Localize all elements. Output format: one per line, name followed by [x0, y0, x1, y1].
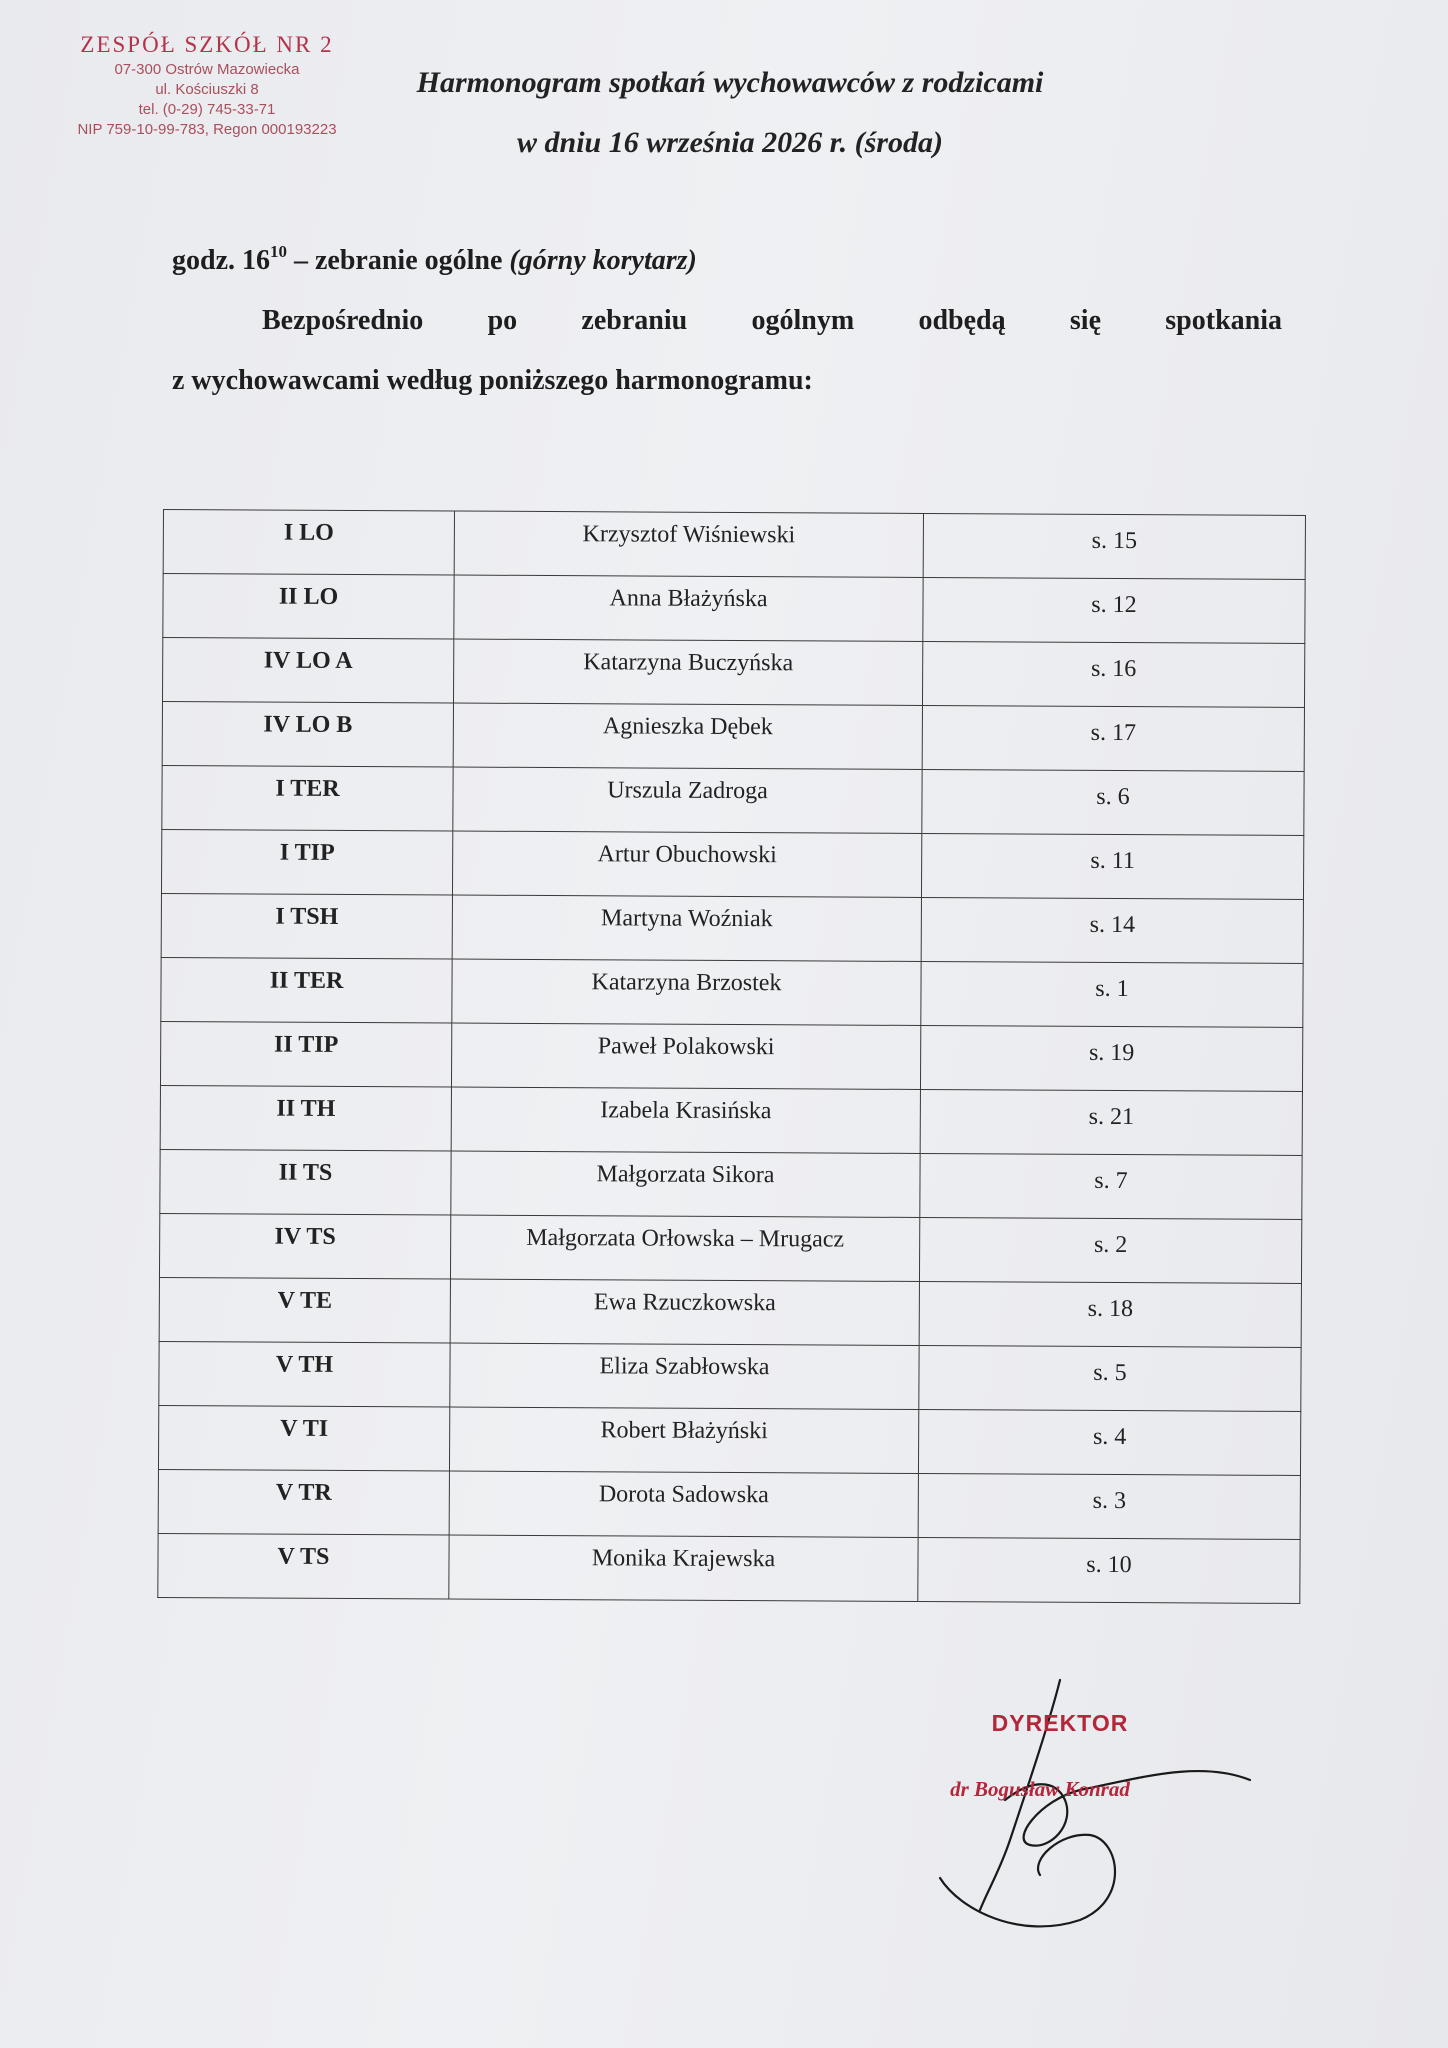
intro-word: się [1069, 305, 1101, 336]
intro-word: spotkania [1165, 305, 1282, 336]
schedule-row [159, 1277, 1301, 1347]
room-number-cell: s. 14 [921, 897, 1303, 963]
room-number-cell: s. 19 [920, 1025, 1302, 1091]
class-name-cell: V TH [159, 1341, 450, 1407]
schedule-row [163, 574, 1305, 644]
stamp-school-name: ZESPÓŁ SZKÓŁ NR 2 [80, 32, 334, 57]
intro-word: zebraniu [581, 305, 688, 336]
class-name-cell: I TSH [161, 893, 452, 959]
class-name-cell: II LO [163, 574, 454, 640]
class-name-cell: V TE [159, 1277, 450, 1343]
room-number-cell: s. 18 [919, 1281, 1301, 1347]
teacher-name-cell: Małgorzata Orłowska – Mrugacz [450, 1215, 919, 1281]
teacher-name-cell: Katarzyna Buczyńska [453, 639, 922, 705]
room-number-cell: s. 4 [918, 1409, 1300, 1475]
schedule-row [160, 1149, 1302, 1219]
class-name-cell: V TS [158, 1533, 449, 1599]
intro-word: Bezpośrednio [262, 305, 424, 336]
class-name-cell: IV LO B [162, 702, 453, 768]
schedule-row [161, 893, 1303, 963]
teacher-name-cell: Ewa Rzuczkowska [450, 1279, 919, 1345]
schedule-row [161, 829, 1303, 899]
class-name-cell: V TR [158, 1469, 449, 1535]
class-name-cell: I TER [162, 765, 453, 831]
room-number-cell: s. 21 [920, 1089, 1302, 1155]
class-name-cell: IV LO A [162, 638, 453, 704]
teacher-name-cell: Monika Krajewska [449, 1535, 918, 1601]
meeting-description: – zebranie ogólne [287, 245, 510, 276]
schedule-row [159, 1341, 1301, 1411]
room-number-cell: s. 3 [918, 1473, 1300, 1539]
room-number-cell: s. 11 [921, 833, 1303, 899]
teacher-name-cell: Dorota Sadowska [449, 1471, 918, 1537]
teacher-name-cell: Paweł Polakowski [451, 1023, 920, 1089]
room-number-cell: s. 10 [918, 1537, 1300, 1603]
class-name-cell: I TIP [161, 829, 452, 895]
class-name-cell: II TH [160, 1085, 451, 1151]
teacher-name-cell: Katarzyna Brzostek [452, 959, 921, 1025]
teacher-name-cell: Martyna Woźniak [452, 895, 921, 961]
room-number-cell: s. 15 [923, 513, 1305, 579]
meeting-time: godz. 16 [172, 245, 270, 276]
teacher-name-cell: Izabela Krasińska [451, 1087, 920, 1153]
class-name-cell: I LO [163, 510, 454, 576]
meeting-location: (górny korytarz) [509, 245, 697, 276]
room-number-cell: s. 1 [921, 961, 1303, 1027]
schedule-row [158, 1533, 1300, 1603]
class-name-cell: IV TS [159, 1213, 450, 1279]
room-number-cell: s. 17 [922, 705, 1304, 771]
stamp-nip-line: NIP 759-10-99-783, Regon 000193223 [77, 121, 337, 138]
stamp-address-line: ul. Kościuszki 8 [155, 81, 259, 98]
director-stamp [935, 1710, 1185, 1802]
teacher-name-cell: Krzysztof Wiśniewski [454, 511, 923, 577]
room-number-cell: s. 7 [920, 1153, 1302, 1219]
schedule-table [157, 509, 1306, 1604]
school-stamp [42, 32, 372, 140]
intro-word: ogólnym [751, 305, 855, 336]
schedule-row [158, 1469, 1300, 1539]
meeting-time-minutes: 10 [270, 242, 287, 261]
schedule-row [161, 957, 1303, 1027]
room-number-cell: s. 6 [922, 769, 1304, 835]
stamp-phone-line: tel. (0-29) 745-33-71 [138, 101, 276, 118]
document-title: Harmonogram spotkań wychowawców z rodzicami [416, 66, 1044, 99]
class-name-cell: V TI [158, 1405, 449, 1471]
director-title: DYREKTOR [991, 1710, 1129, 1736]
stamp-address-line: 07-300 Ostrów Mazowiecka [114, 61, 300, 78]
schedule-row [162, 765, 1304, 835]
class-name-cell: II TS [160, 1149, 451, 1215]
room-number-cell: s. 16 [922, 641, 1304, 707]
room-number-cell: s. 12 [923, 577, 1305, 643]
class-name-cell: II TER [161, 957, 452, 1023]
schedule-row [160, 1085, 1302, 1155]
teacher-name-cell: Urszula Zadroga [453, 767, 922, 833]
schedule-row [158, 1405, 1300, 1475]
teacher-name-cell: Artur Obuchowski [452, 831, 921, 897]
schedule-row [163, 510, 1305, 580]
teacher-name-cell: Robert Błażyński [449, 1407, 918, 1473]
teacher-name-cell: Anna Błażyńska [454, 575, 923, 641]
schedule-row [162, 702, 1304, 772]
schedule-row [160, 1021, 1302, 1091]
document-subtitle-date: w dniu 16 września 2026 r. (środa) [517, 126, 943, 159]
intro-word: po [487, 305, 518, 336]
schedule-table-body [158, 510, 1306, 1604]
teacher-name-cell: Eliza Szabłowska [450, 1343, 919, 1409]
schedule-row [159, 1213, 1301, 1283]
room-number-cell: s. 5 [919, 1345, 1301, 1411]
director-name: dr Bogusław Konrad [950, 1777, 1130, 1801]
intro-paragraph-line1 [262, 305, 1282, 337]
teacher-name-cell: Agnieszka Dębek [453, 703, 922, 769]
general-meeting-line [172, 242, 697, 277]
room-number-cell: s. 2 [919, 1217, 1301, 1283]
schedule-row [162, 638, 1304, 708]
teacher-name-cell: Małgorzata Sikora [451, 1151, 920, 1217]
class-name-cell: II TIP [160, 1021, 451, 1087]
intro-paragraph-line2: z wychowawcami według poniższego harmonogramu: [172, 365, 813, 396]
intro-word: odbędą [918, 305, 1006, 336]
